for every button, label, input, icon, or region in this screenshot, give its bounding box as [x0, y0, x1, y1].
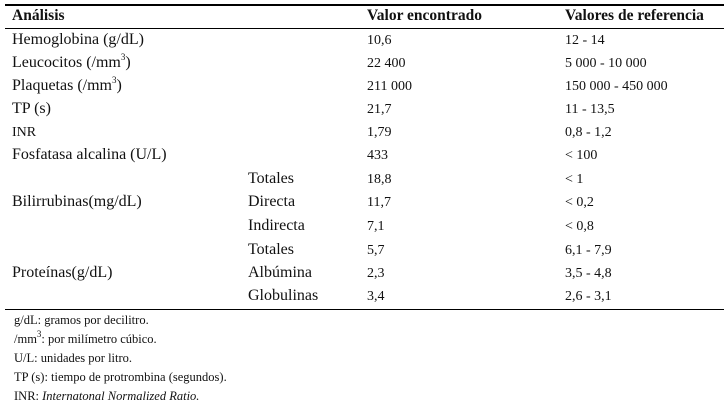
row-reference: < 1 — [565, 172, 584, 187]
row-subcategory: Totales — [248, 241, 294, 258]
row-reference: < 100 — [565, 148, 598, 163]
row-analysis: Leucocitos $(/mm^3)$ — [12, 51, 131, 71]
row-value: 211 000 — [367, 79, 412, 94]
row-value: 18,8 — [367, 172, 392, 187]
row-subcategory: Indirecta — [248, 217, 305, 234]
row-reference: 11 - 13,5 — [565, 102, 615, 117]
row-reference: < 0,8 — [565, 219, 594, 234]
footnote-mm3: $/mm^3$: por milímetro cúbico. — [14, 328, 157, 346]
footnote-gdl: g/dL: gramos por decilitro. — [14, 313, 149, 327]
row-analysis: Bilirrubinas(mg/dL) — [12, 193, 142, 210]
row-reference: 2,6 - 3,1 — [565, 289, 612, 304]
row-reference: 12 - 14 — [565, 33, 605, 48]
row-subcategory: Albúmina — [248, 264, 312, 281]
row-value: 11,7 — [367, 195, 391, 210]
row-value: 10,6 — [367, 33, 392, 48]
row-analysis: INR — [12, 125, 37, 140]
row-analysis: Fosfatasa alcalina (U/L) — [12, 146, 167, 163]
row-value: 3,4 — [367, 289, 385, 304]
row-reference: < 0,2 — [565, 195, 594, 210]
row-subcategory: Globulinas — [248, 287, 319, 304]
row-value: 22 400 — [367, 56, 406, 71]
row-reference: 0,8 - 1,2 — [565, 125, 612, 140]
footnote-ul: U/L: unidades por litro. — [14, 351, 133, 365]
row-value: 21,7 — [367, 102, 392, 117]
header-reference: Valores de referencia — [565, 7, 704, 24]
header-analysis: Análisis — [12, 7, 65, 24]
footnote-tp: TP (s): tiempo de protrombina (segundos). — [14, 370, 227, 384]
row-value: 7,1 — [367, 219, 385, 234]
row-analysis: Proteínas(g/dL) — [12, 264, 113, 281]
header-value: Valor encontrado — [367, 7, 482, 24]
row-value: 2,3 — [367, 266, 385, 281]
header-rule — [5, 28, 724, 29]
row-value: 1,79 — [367, 125, 392, 140]
footnote-inr: INR: Internatonal Normalized Ratio. — [14, 389, 200, 403]
row-analysis: Plaquetas $(/mm^3)$ — [12, 74, 122, 94]
row-reference: 5 000 - 10 000 — [565, 56, 647, 71]
row-subcategory: Directa — [248, 193, 296, 210]
row-value: 5,7 — [367, 243, 385, 258]
row-value: 433 — [367, 148, 388, 163]
row-reference: 3,5 - 4,8 — [565, 266, 612, 281]
row-subcategory: Totales — [248, 170, 294, 187]
row-reference: 150 000 - 450 000 — [565, 79, 668, 94]
footnotes — [14, 311, 227, 406]
row-analysis: TP (s) — [12, 100, 51, 117]
row-analysis: Hemoglobina (g/dL) — [12, 31, 144, 48]
row-reference: 6,1 - 7,9 — [565, 243, 612, 258]
bottom-rule — [5, 309, 724, 310]
